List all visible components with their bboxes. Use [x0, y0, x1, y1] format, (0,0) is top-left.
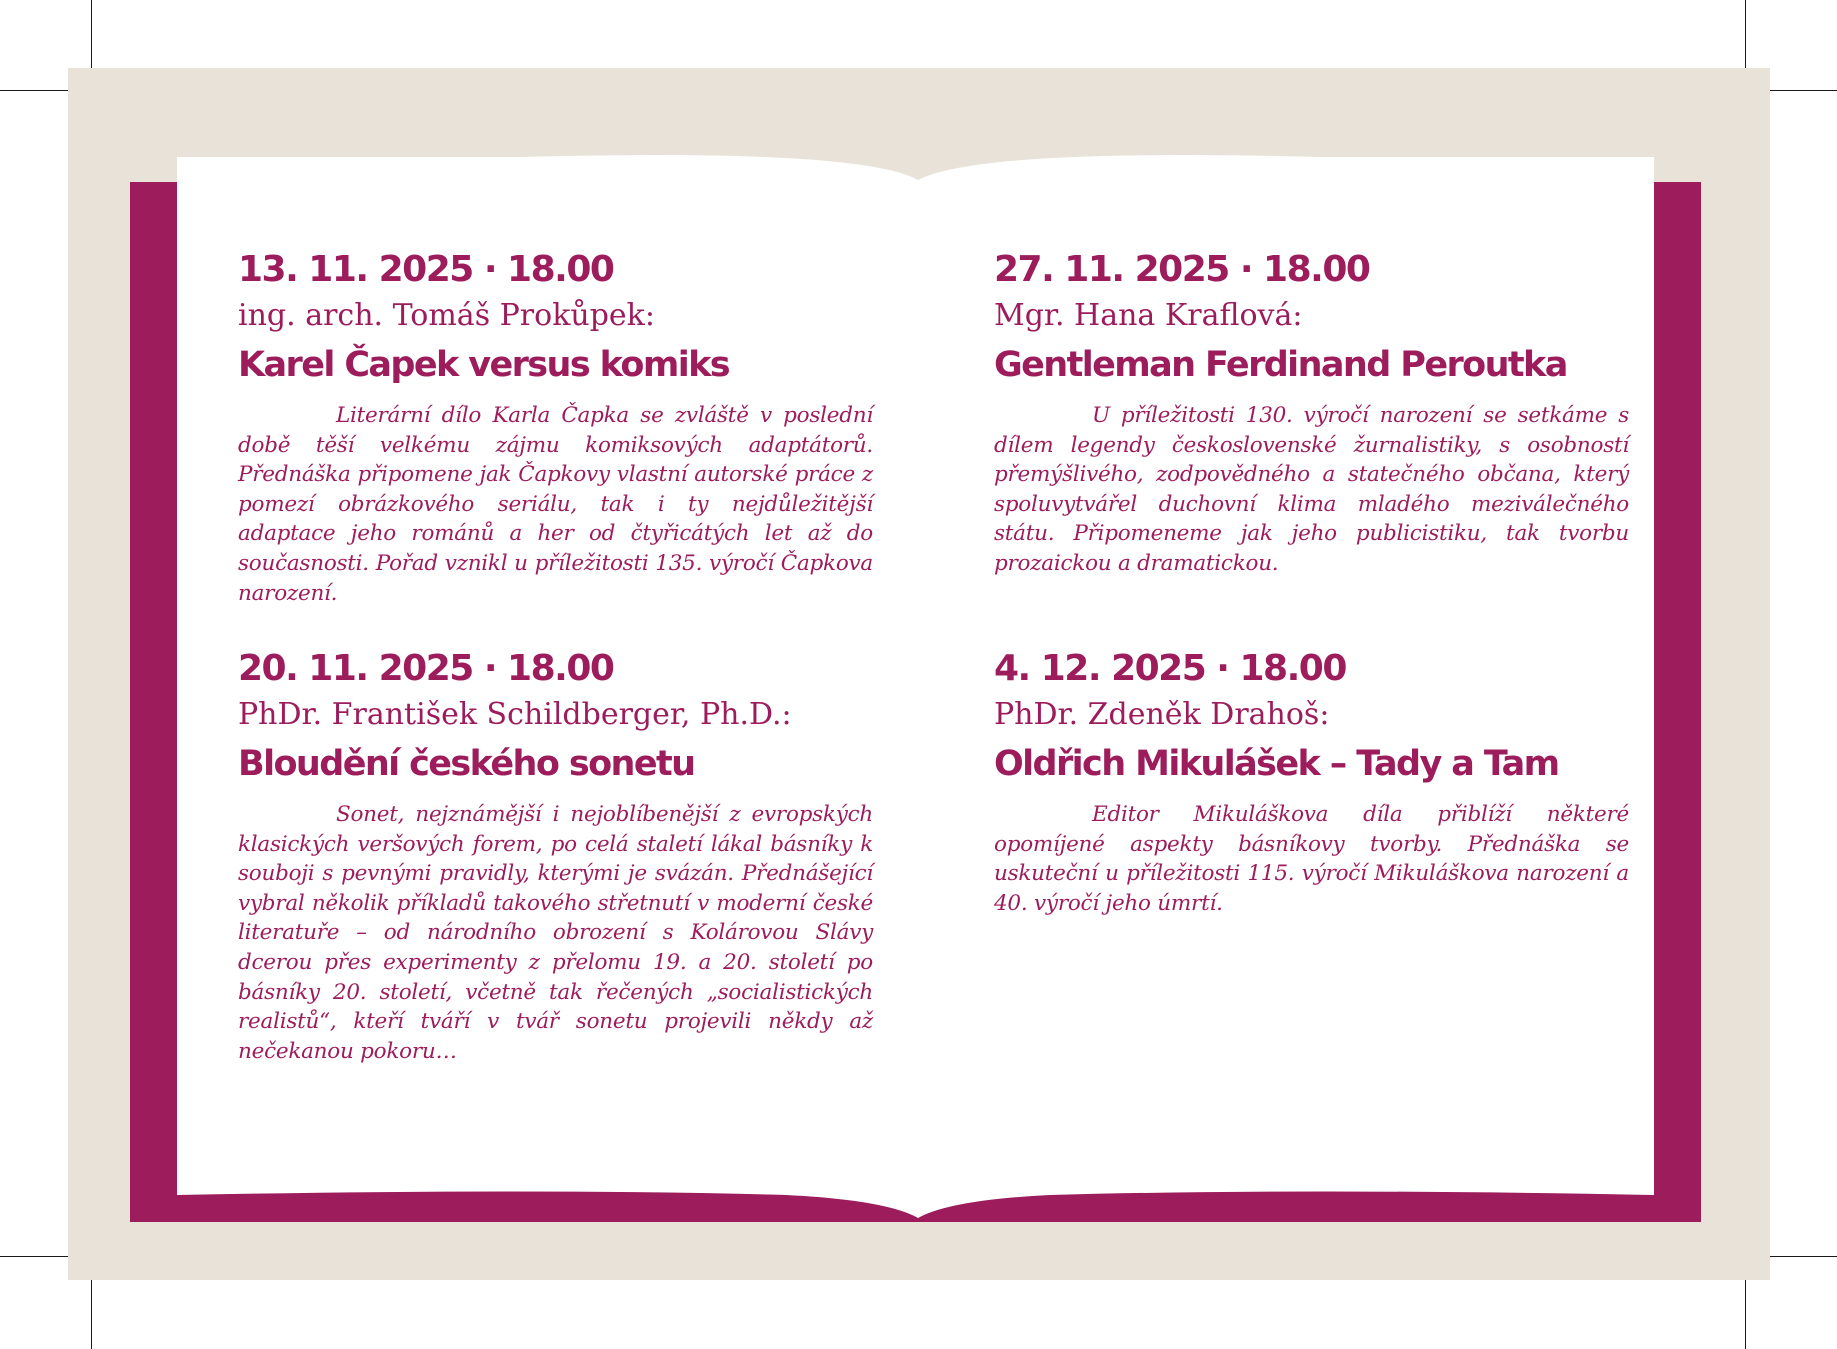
event-3: [994, 247, 1629, 579]
event-speaker: Mgr. Hana Kraflová:: [994, 298, 1303, 333]
event-title: Karel Čapek versus komiks: [238, 345, 730, 385]
event-title: Bloudění českého sonetu: [238, 744, 695, 784]
event-description: U příležitosti 130. výročí narození se setkáme s dílem legendy československé žurnalistiky, s osobností přemýšlivého, zodpovědného a statečného občana, který spoluvytvářel duchovní klima mladého meziválečného státu. Připomeneme jak jeho publicistiku, tak tvorbu prozaickou a dramatickou.: [994, 403, 1629, 576]
event-speaker: PhDr. Zdeněk Drahoš:: [994, 697, 1330, 732]
event-description: Editor Mikuláškova díla přiblíží některé opomíjené aspekty básníkovy tvorby. Přednáška se uskuteční u příležitosti 115. výročí Mikuláškova narození a 40. výročí jeho úmrtí.: [994, 802, 1629, 916]
event-description: Sonet, nejznámější i nejoblíbenější z evropských klasických veršových forem, po celá staletí lákal básníky k souboji s pevnými pravidly, kterými je svázán. Přednášející vybral několik příkladů takového střetnutí v moderní české literatuře – od národního obrození s Kolárovou Slávy dcerou přes experimenty z přelomu 19. a 20. století po básníky 20. století, včetně tak řečených „socialistických realistů“, kteří tváří v tvář sonetu projevili někdy až nečekanou pokoru…: [238, 802, 873, 1064]
event-date: 4. 12. 2025 · 18.00: [994, 648, 1346, 689]
event-2: [238, 646, 873, 1066]
event-4: [994, 646, 1629, 918]
event-date: 13. 11. 2025 · 18.00: [238, 249, 614, 290]
event-speaker: ing. arch. Tomáš Prokůpek:: [238, 298, 655, 333]
event-date: 27. 11. 2025 · 18.00: [994, 249, 1370, 290]
event-speaker: PhDr. František Schildberger, Ph.D.:: [238, 697, 792, 732]
event-title: Gentleman Ferdinand Peroutka: [994, 345, 1567, 385]
event-1: [238, 247, 873, 608]
event-title: Oldřich Mikulášek – Tady a Tam: [994, 744, 1559, 784]
event-description: Literární dílo Karla Čapka se zvláště v poslední době těší velkému zájmu komiksových adaptátorů. Přednáška připomene jak Čapkovy vlastní autorské práce z pomezí obrázkového seriálu, tak i ty nejdůležitější adaptace jeho románů a her od čtyřicátých let až do současnosti. Pořad vznikl u příležitosti 135. výročí Čapkova narození.: [238, 403, 873, 606]
event-date: 20. 11. 2025 · 18.00: [238, 648, 614, 689]
